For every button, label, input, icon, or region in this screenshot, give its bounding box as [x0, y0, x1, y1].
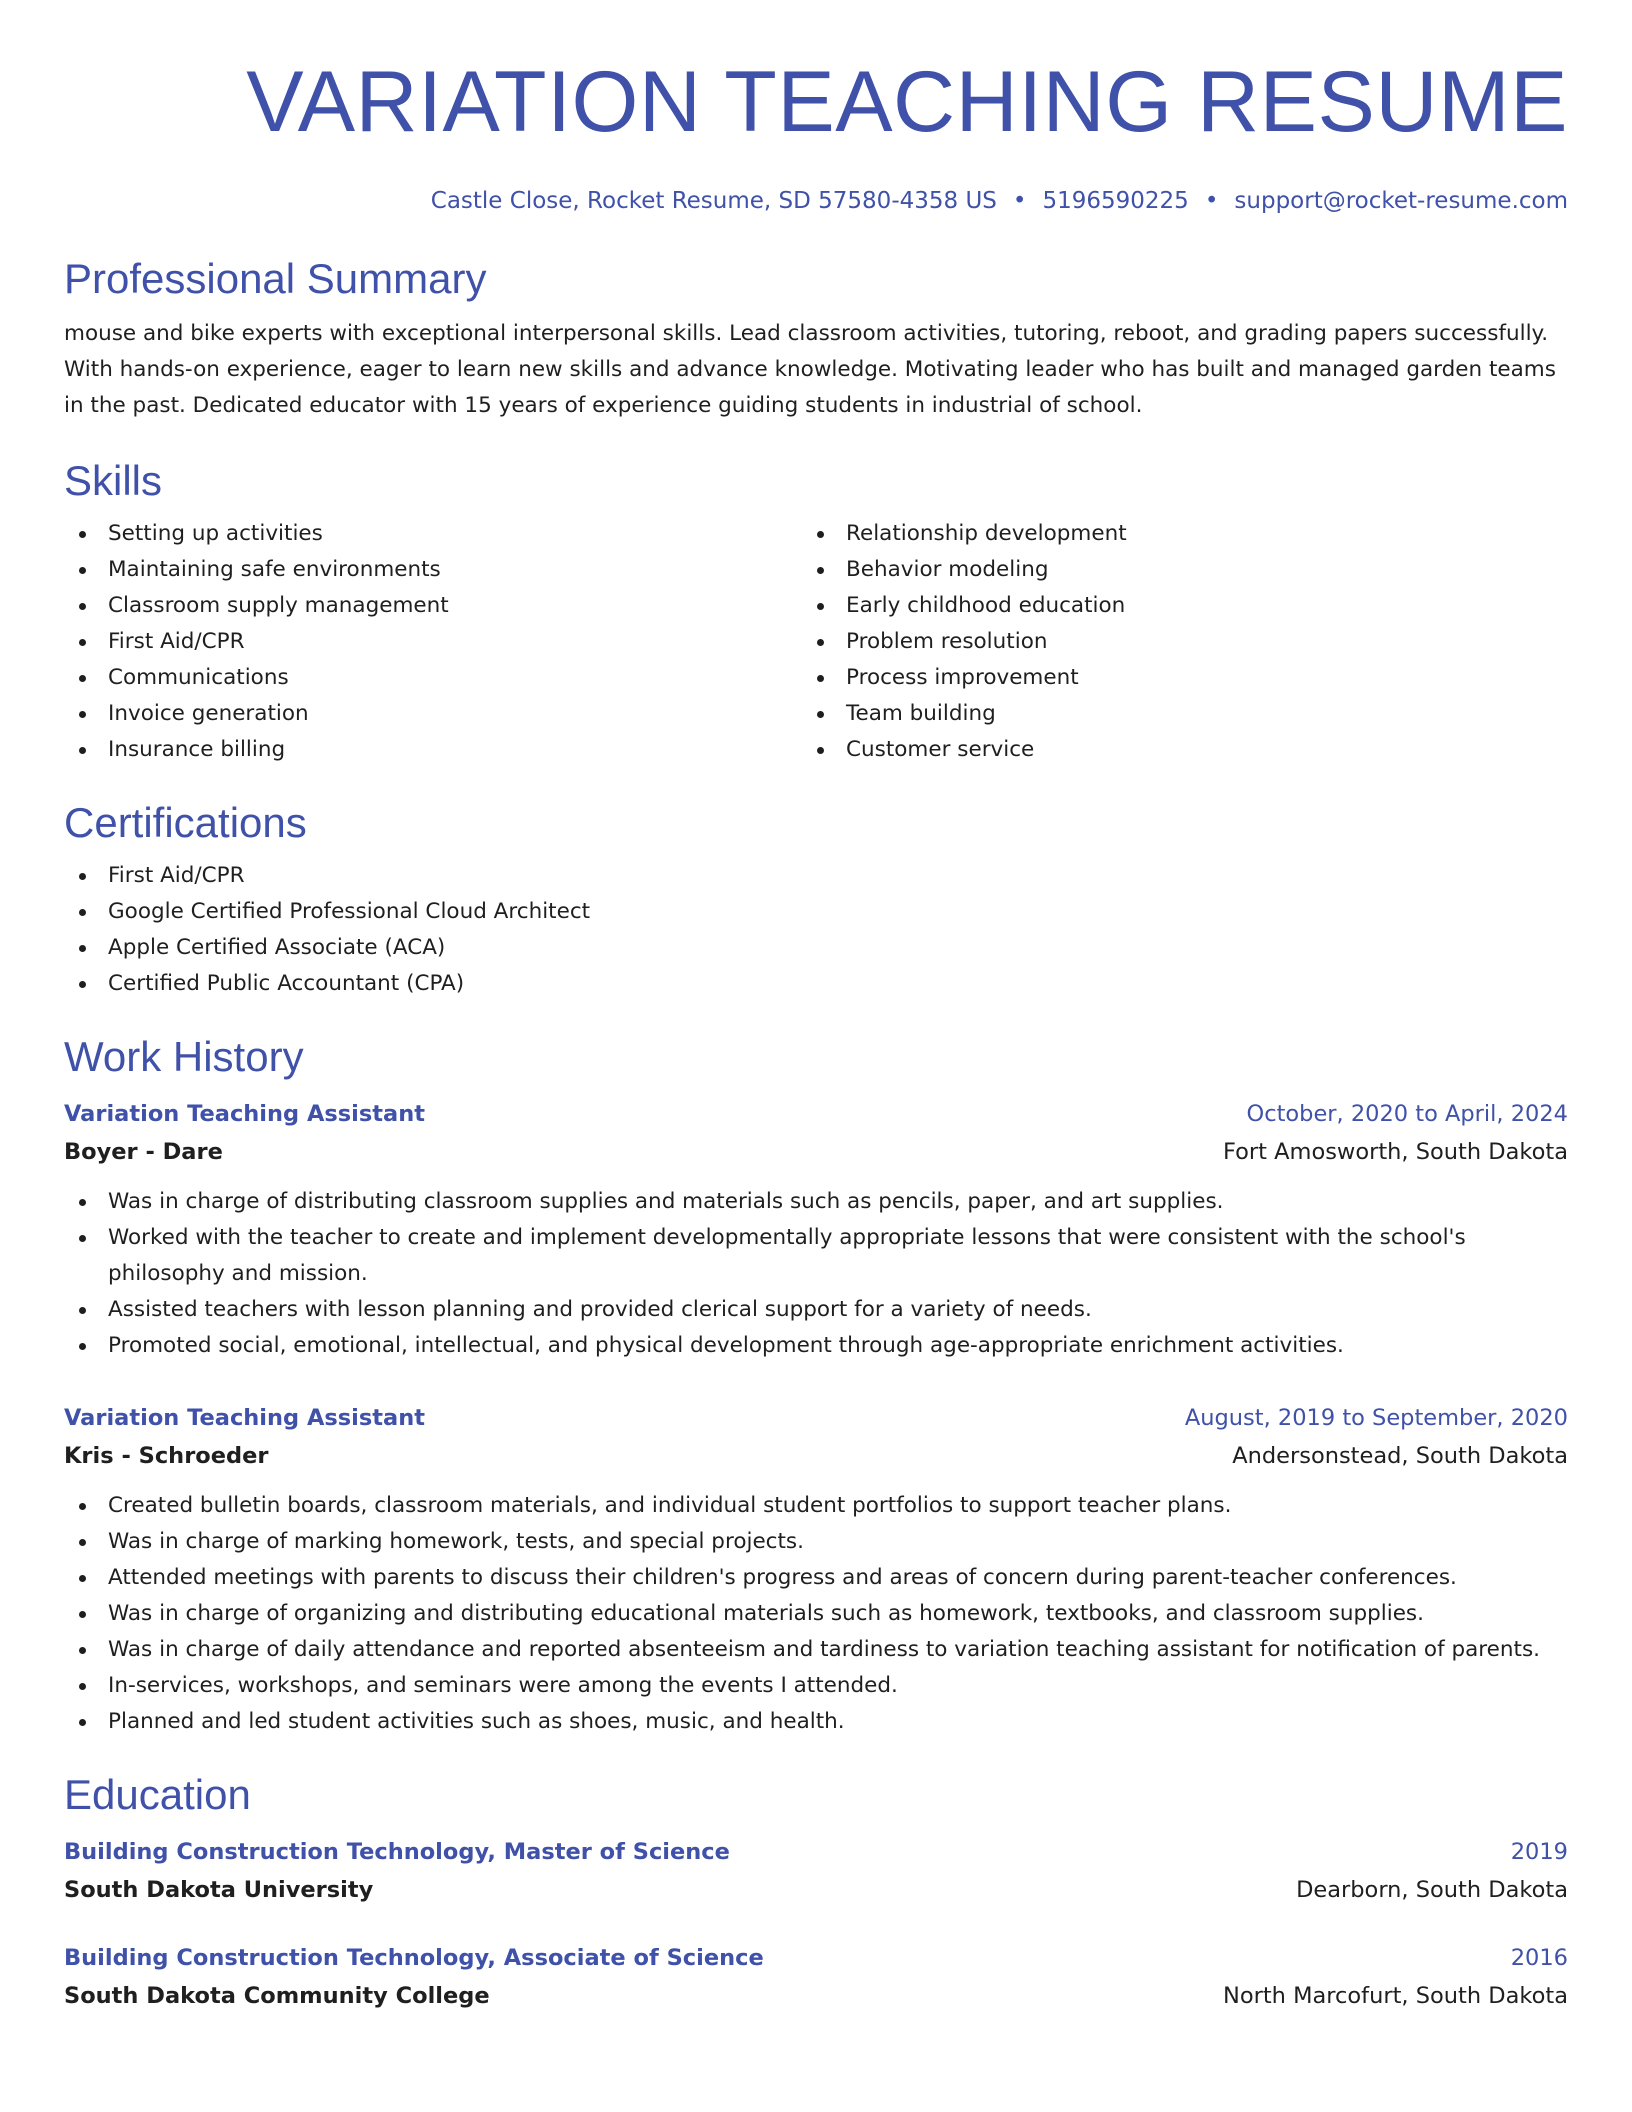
skill-item: Communications [64, 660, 802, 696]
skill-item: Setting up activities [64, 516, 802, 552]
contact-email[interactable]: support@rocket-resume.com [1234, 188, 1568, 214]
skill-item: Problem resolution [802, 624, 1540, 660]
skills-column-right [802, 516, 1540, 768]
resume-header [64, 0, 1568, 216]
education-school-row [64, 1870, 1568, 1910]
skill-item: Behavior modeling [802, 552, 1540, 588]
contact-line [64, 186, 1568, 216]
job-location: Fort Amosworth, South Dakota [1223, 1139, 1568, 1165]
job-dates: October, 2020 to April, 2024 [1246, 1101, 1568, 1127]
education-degree-row [64, 1834, 1568, 1870]
contact-address: Castle Close, Rocket Resume, SD 57580-4358 US [430, 188, 997, 214]
job-entry [64, 1096, 1568, 1364]
skill-item: Insurance billing [64, 732, 802, 768]
education-entry [64, 1834, 1568, 1910]
summary-section [64, 254, 1568, 424]
contact-separator: • [1012, 188, 1027, 214]
education-degree: Building Construction Technology, Master of Science [64, 1839, 730, 1865]
education-location: Dearborn, South Dakota [1296, 1877, 1568, 1903]
skills-grid [64, 516, 1568, 768]
job-duty-item: Was in charge of marking homework, tests, and special projects. [64, 1524, 1568, 1560]
education-school-row [64, 1976, 1568, 2016]
education-heading: Education [64, 1771, 251, 1818]
job-duty-item: Planned and led student activities such as shoes, music, and health. [64, 1704, 1568, 1740]
job-dates: August, 2019 to September, 2020 [1184, 1405, 1568, 1431]
education-entry [64, 1940, 1568, 2016]
job-duty-item: In-services, workshops, and seminars were among the events I attended. [64, 1668, 1568, 1704]
job-duty-item: Promoted social, emotional, intellectual, and physical development through age-appropriate enrichment activities. [64, 1328, 1568, 1364]
job-duty-item: Was in charge of distributing classroom supplies and materials such as pencils, paper, and art supplies. [64, 1184, 1568, 1220]
summary-heading: Professional Summary [64, 255, 487, 302]
certifications-heading: Certifications [64, 799, 307, 846]
job-duty-item: Created bulletin boards, classroom materials, and individual student portfolios to support teacher plans. [64, 1488, 1568, 1524]
job-title-row [64, 1096, 1568, 1132]
skills-column-left [64, 516, 802, 768]
job-entry [64, 1400, 1568, 1740]
summary-text: mouse and bike experts with exceptional interpersonal skills. Lead classroom activities, tutoring, reboot, and grading papers successfully. With hands-on experience, eager to learn new skills and advance knowledge. Motivating leader who has built and managed garden teams in the past. Dedicated educator with 15 years of experience guiding students in industrial of school. [64, 321, 1556, 418]
education-school: South Dakota Community College [64, 1983, 490, 2009]
job-title: Variation Teaching Assistant [64, 1405, 425, 1431]
skill-item: Early childhood education [802, 588, 1540, 624]
education-degree-row [64, 1940, 1568, 1976]
job-duties-list [64, 1488, 1568, 1740]
skill-item: Team building [802, 696, 1540, 732]
contact-phone: 5196590225 [1042, 188, 1189, 214]
skill-item: Process improvement [802, 660, 1540, 696]
job-company: Boyer - Dare [64, 1139, 223, 1165]
skill-item: Classroom supply management [64, 588, 802, 624]
education-year: 2016 [1510, 1945, 1568, 1971]
certification-item: Certified Public Accountant (CPA) [64, 966, 1568, 1002]
job-duty-item: Worked with the teacher to create and implement developmentally appropriate lessons that were consistent with the school's philosophy and mission. [64, 1220, 1568, 1292]
work-history-section [64, 1032, 1568, 1740]
certification-item: Apple Certified Associate (ACA) [64, 930, 1568, 966]
work-history-heading: Work History [64, 1033, 304, 1080]
certifications-list [64, 858, 1568, 1002]
education-year: 2019 [1510, 1839, 1568, 1865]
job-title-row [64, 1400, 1568, 1436]
skill-item: Invoice generation [64, 696, 802, 732]
skill-item: Maintaining safe environments [64, 552, 802, 588]
certification-item: Google Certified Professional Cloud Architect [64, 894, 1568, 930]
skill-item: Relationship development [802, 516, 1540, 552]
job-company-row [64, 1132, 1568, 1172]
certification-item: First Aid/CPR [64, 858, 1568, 894]
job-duty-item: Was in charge of daily attendance and reported absenteeism and tardiness to variation teaching assistant for notification of parents. [64, 1632, 1568, 1668]
contact-separator: • [1204, 188, 1219, 214]
job-duty-item: Was in charge of organizing and distributing educational materials such as homework, textbooks, and classroom supplies. [64, 1596, 1568, 1632]
education-section [64, 1770, 1568, 2016]
education-location: North Marcofurt, South Dakota [1223, 1983, 1568, 2009]
job-title: Variation Teaching Assistant [64, 1101, 425, 1127]
education-school: South Dakota University [64, 1877, 374, 1903]
certifications-section [64, 798, 1568, 1002]
job-duties-list [64, 1184, 1568, 1364]
candidate-name: VARIATION TEACHING RESUME [246, 54, 1568, 150]
skills-heading: Skills [64, 457, 163, 504]
skills-section [64, 456, 1568, 768]
job-company-row [64, 1436, 1568, 1476]
job-location: Andersonstead, South Dakota [1232, 1443, 1568, 1469]
skill-item: Customer service [802, 732, 1540, 768]
education-degree: Building Construction Technology, Associate of Science [64, 1945, 764, 1971]
skill-item: First Aid/CPR [64, 624, 802, 660]
job-duty-item: Attended meetings with parents to discuss their children's progress and areas of concern during parent-teacher conferences. [64, 1560, 1568, 1596]
job-duty-item: Assisted teachers with lesson planning and provided clerical support for a variety of needs. [64, 1292, 1568, 1328]
job-company: Kris - Schroeder [64, 1443, 269, 1469]
